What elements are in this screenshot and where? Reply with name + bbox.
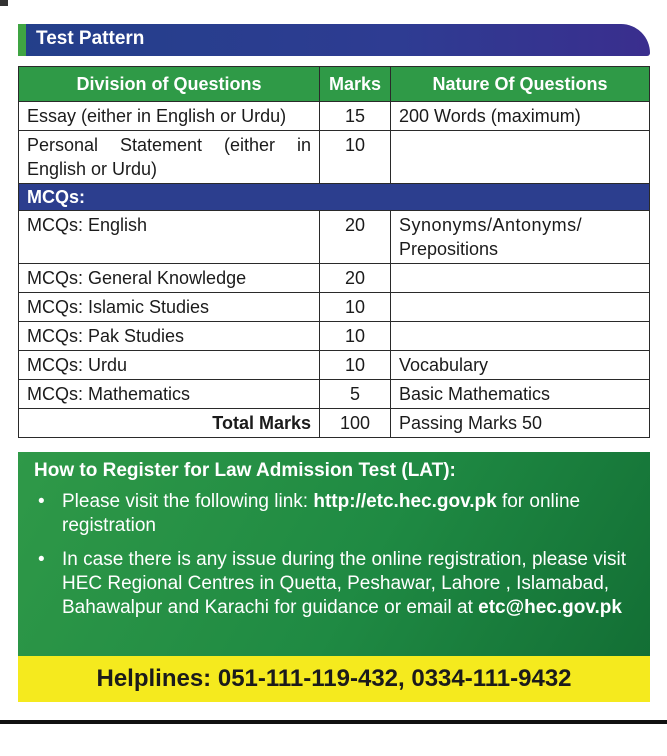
column-header-nature: Nature Of Questions <box>391 67 650 102</box>
table-row <box>19 211 650 264</box>
nature-cell: Basic Mathematics <box>391 380 650 409</box>
total-label: Total Marks <box>19 409 320 438</box>
marks-cell: 15 <box>320 102 391 131</box>
registration-title: How to Register for Law Admission Test (LAT): <box>34 460 456 481</box>
nature-cell <box>391 131 650 184</box>
nature-cell <box>391 264 650 293</box>
email-link[interactable]: etc@hec.gov.pk <box>478 597 622 618</box>
table-row <box>19 131 650 184</box>
passing-marks: Passing Marks 50 <box>391 409 650 438</box>
division-cell: MCQs: Islamic Studies <box>19 293 320 322</box>
marks-cell: 5 <box>320 380 391 409</box>
nature-cell <box>391 211 650 264</box>
nature-cell <box>391 293 650 322</box>
table-row <box>19 322 650 351</box>
section-title: Test Pattern <box>36 28 145 49</box>
nature-cell: 200 Words (maximum) <box>391 102 650 131</box>
section-label: MCQs: <box>19 184 650 211</box>
bullet-icon: • <box>38 549 45 570</box>
list-item <box>34 548 634 620</box>
test-pattern-table <box>18 66 650 438</box>
division-line: Personal Statement (either in <box>27 135 311 155</box>
table-row <box>19 351 650 380</box>
nature-cell <box>391 322 650 351</box>
table-header-row <box>19 67 650 102</box>
list-item <box>34 490 634 538</box>
table-row <box>19 102 650 131</box>
division-cell: MCQs: Mathematics <box>19 380 320 409</box>
total-row <box>19 409 650 438</box>
bullet-icon: • <box>38 491 45 512</box>
marks-cell: 20 <box>320 211 391 264</box>
nature-line: Prepositions <box>399 239 499 259</box>
registration-panel <box>18 452 650 656</box>
mcq-section-row <box>19 184 650 211</box>
division-cell <box>19 131 320 184</box>
helplines-bar: Helplines: 051-111-119-432, 0334-111-9432 <box>18 656 650 702</box>
marks-cell: 10 <box>320 293 391 322</box>
division-cell: MCQs: General Knowledge <box>19 264 320 293</box>
table-row <box>19 264 650 293</box>
division-cell: Essay (either in English or Urdu) <box>19 102 320 131</box>
page-corner-mark <box>0 0 8 6</box>
marks-cell: 10 <box>320 351 391 380</box>
instruction-text: for online registration <box>62 491 581 536</box>
nature-line: Synonyms/Antonyms/ <box>399 215 583 235</box>
division-line: English or Urdu) <box>27 159 158 179</box>
table-row <box>19 380 650 409</box>
instruction-text: In case there is any issue during the online registration, please visit HEC Regional Centres in Quetta, Peshawar, Lahore , Islamabad, Bahawalpur and Karachi for guidance or email at <box>62 549 626 618</box>
marks-cell: 20 <box>320 264 391 293</box>
bottom-divider <box>0 720 667 724</box>
table-row <box>19 293 650 322</box>
division-cell: MCQs: Pak Studies <box>19 322 320 351</box>
division-cell: MCQs: English <box>19 211 320 264</box>
column-header-division: Division of Questions <box>19 67 320 102</box>
instruction-text: Please visit the following link: <box>62 491 314 512</box>
marks-cell: 10 <box>320 131 391 184</box>
division-cell: MCQs: Urdu <box>19 351 320 380</box>
total-marks: 100 <box>320 409 391 438</box>
column-header-marks: Marks <box>320 67 391 102</box>
banner-accent-stripe <box>18 24 26 56</box>
registration-list <box>34 490 634 620</box>
nature-cell: Vocabulary <box>391 351 650 380</box>
marks-cell: 10 <box>320 322 391 351</box>
registration-link[interactable]: http://etc.hec.gov.pk <box>313 491 497 512</box>
